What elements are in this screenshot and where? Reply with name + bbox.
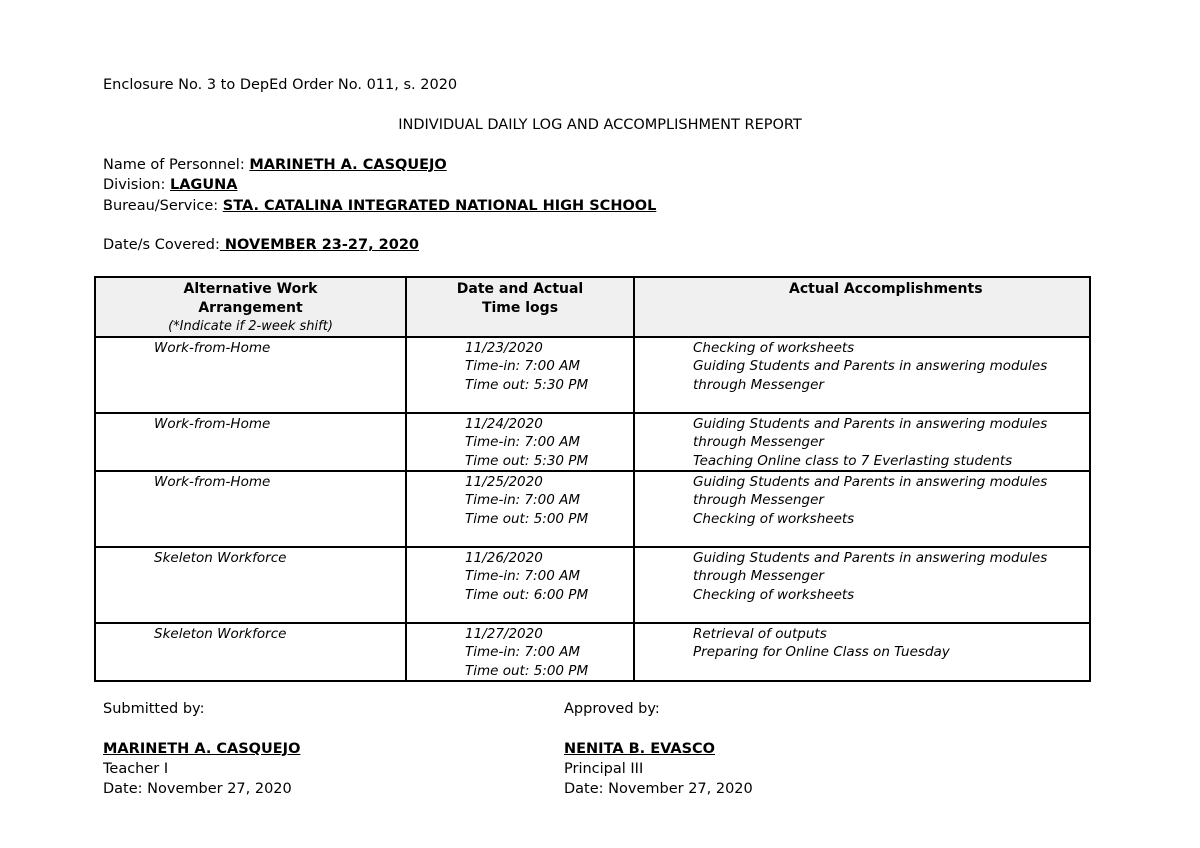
header-arrangement-note: (*Indicate if 2-week shift) <box>168 319 333 334</box>
report-title: INDIVIDUAL DAILY LOG AND ACCOMPLISHMENT REPORT <box>398 117 802 133</box>
header-arrangement-line2: Arrangement <box>198 300 303 316</box>
accomplishment-line: Preparing for Online Class on Tuesday <box>693 644 950 661</box>
time-out: Time out: 6:00 PM <box>465 586 589 603</box>
time-log-cell <box>406 547 634 623</box>
enclosure-reference: Enclosure No. 3 to DepEd Order No. 011, s. 2020 <box>103 77 458 93</box>
arrangement-cell <box>95 337 406 413</box>
arrangement-value: Work-from-Home <box>154 416 271 432</box>
accomplishment-line: through Messenger <box>693 376 824 393</box>
personnel-label: Name of Personnel: <box>103 157 250 173</box>
table-header-row <box>95 277 1090 337</box>
table-row <box>95 413 1090 471</box>
dates-covered-value: NOVEMBER 23-27, 2020 <box>219 237 419 253</box>
arrangement-value: Work-from-Home <box>154 474 271 490</box>
accomplishment-line: Guiding Students and Parents in answering modules <box>693 474 1048 490</box>
accomplishment-line: through Messenger <box>693 568 824 585</box>
accomplishments-cell <box>634 413 1090 471</box>
log-date: 11/27/2020 <box>465 626 543 642</box>
arrangement-cell <box>95 623 406 681</box>
log-date: 11/23/2020 <box>465 340 543 356</box>
accomplishment-line: Checking of worksheets <box>693 340 855 356</box>
bureau-line <box>103 198 656 214</box>
personnel-name: MARINETH A. CASQUEJO <box>249 157 447 173</box>
bureau-value: STA. CATALINA INTEGRATED NATIONAL HIGH SCHOOL <box>222 198 657 214</box>
log-date: 11/25/2020 <box>465 474 543 490</box>
accomplishment-line: Teaching Online class to 7 Everlasting students <box>693 452 1013 469</box>
time-out: Time out: 5:30 PM <box>465 452 589 469</box>
submitted-by-label: Submitted by: <box>103 701 205 717</box>
accomplishment-line: Checking of worksheets <box>693 510 855 527</box>
daily-log-table <box>94 276 1091 682</box>
accomplishment-line: Guiding Students and Parents in answering modules <box>693 550 1048 566</box>
table-row <box>95 337 1090 413</box>
header-accomplishments <box>634 277 1090 337</box>
division-label: Division: <box>103 177 170 193</box>
arrangement-value: Skeleton Workforce <box>154 626 287 642</box>
bureau-label: Bureau/Service: <box>103 198 223 214</box>
log-date: 11/24/2020 <box>465 416 543 432</box>
header-date-line1: Date and Actual <box>456 281 584 297</box>
accomplishments-cell <box>634 623 1090 681</box>
time-log-cell <box>406 413 634 471</box>
accomplishment-line: Retrieval of outputs <box>693 626 827 642</box>
accomplishment-line: Guiding Students and Parents in answering modules <box>693 358 1048 375</box>
accomplishments-cell <box>634 547 1090 623</box>
submitted-by-date: Date: November 27, 2020 <box>103 781 292 797</box>
time-in: Time-in: 7:00 AM <box>465 568 580 585</box>
division-line <box>103 177 237 193</box>
accomplishment-line: through Messenger <box>693 492 824 509</box>
time-log-cell <box>406 623 634 681</box>
time-in: Time-in: 7:00 AM <box>465 434 580 451</box>
time-in: Time-in: 7:00 AM <box>465 492 580 509</box>
arrangement-cell <box>95 413 406 471</box>
time-out: Time out: 5:00 PM <box>465 510 589 527</box>
arrangement-value: Work-from-Home <box>154 340 271 356</box>
table-row <box>95 547 1090 623</box>
arrangement-value: Skeleton Workforce <box>154 550 287 566</box>
approved-by-date: Date: November 27, 2020 <box>564 781 753 797</box>
approved-by-label: Approved by: <box>564 701 660 717</box>
approved-by-position: Principal III <box>564 761 644 777</box>
time-log-cell <box>406 471 634 547</box>
header-arrangement <box>95 277 406 337</box>
approved-by-name: NENITA B. EVASCO <box>564 741 715 757</box>
arrangement-cell <box>95 547 406 623</box>
accomplishment-line: Guiding Students and Parents in answering modules <box>693 416 1048 432</box>
time-in: Time-in: 7:00 AM <box>465 358 580 375</box>
accomplishments-cell <box>634 471 1090 547</box>
time-out: Time out: 5:30 PM <box>465 376 589 393</box>
header-accomplishments-label: Actual Accomplishments <box>789 281 983 297</box>
accomplishment-line: through Messenger <box>693 434 824 451</box>
accomplishments-cell <box>634 337 1090 413</box>
header-date-time <box>406 277 634 337</box>
time-out: Time out: 5:00 PM <box>465 662 589 679</box>
table-row <box>95 623 1090 681</box>
submitted-by-name: MARINETH A. CASQUEJO <box>103 741 301 757</box>
time-in: Time-in: 7:00 AM <box>465 644 580 661</box>
division-value: LAGUNA <box>169 177 238 193</box>
dates-covered-label: Date/s Covered: <box>103 237 220 253</box>
dates-covered-line <box>103 237 419 253</box>
personnel-line <box>103 157 447 173</box>
submitted-by-position: Teacher I <box>103 761 169 777</box>
accomplishment-line: Checking of worksheets <box>693 586 855 603</box>
table-row <box>95 471 1090 547</box>
header-arrangement-line1: Alternative Work <box>183 281 318 297</box>
log-date: 11/26/2020 <box>465 550 543 566</box>
time-log-cell <box>406 337 634 413</box>
arrangement-cell <box>95 471 406 547</box>
header-date-line2: Time logs <box>481 300 559 316</box>
